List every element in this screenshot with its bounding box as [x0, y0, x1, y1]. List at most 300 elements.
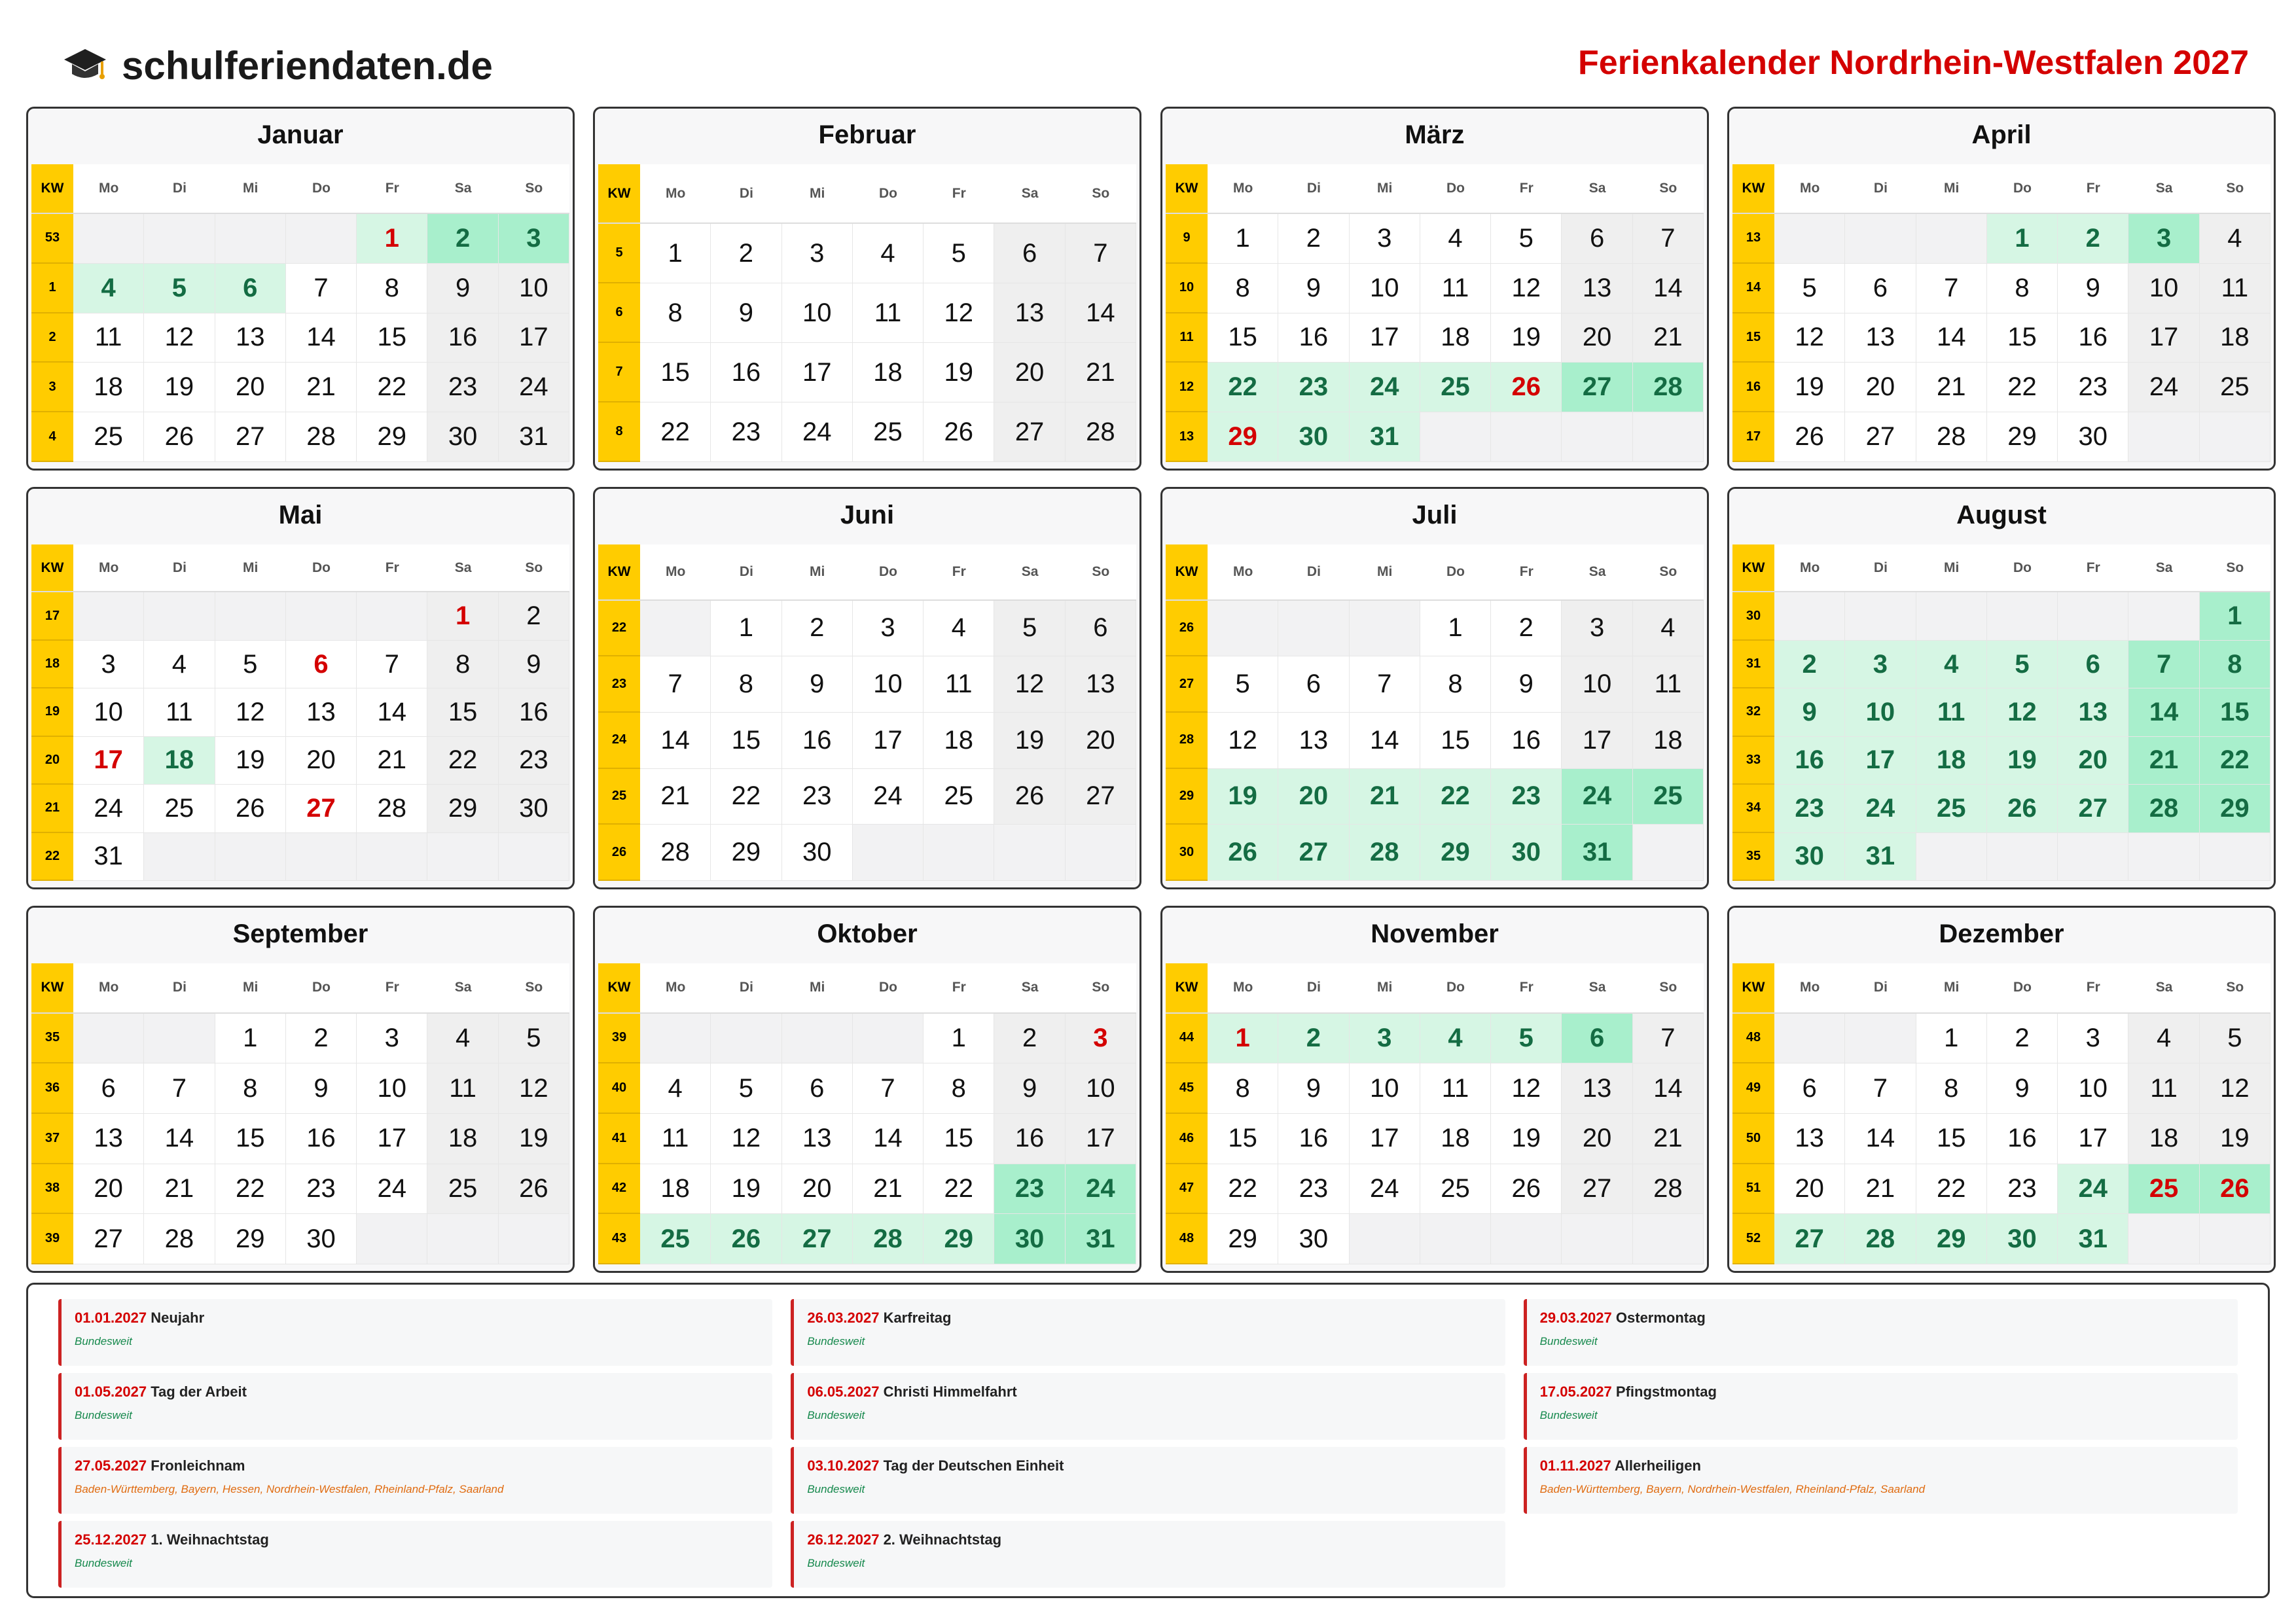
- day-cell[interactable]: 7: [357, 641, 427, 688]
- day-cell[interactable]: 31: [73, 833, 144, 881]
- day-cell[interactable]: 9: [1987, 1063, 2058, 1114]
- day-cell[interactable]: 14: [286, 313, 357, 363]
- day-cell[interactable]: 31: [1845, 833, 1916, 881]
- day-cell[interactable]: 14: [1916, 313, 1987, 363]
- day-cell[interactable]: 13: [1562, 1063, 1632, 1114]
- day-cell[interactable]: 26: [1491, 1164, 1562, 1215]
- day-cell[interactable]: 29: [357, 412, 427, 462]
- day-cell[interactable]: 11: [853, 283, 924, 343]
- day-cell[interactable]: 5: [1491, 1014, 1562, 1064]
- day-cell[interactable]: 22: [1420, 769, 1491, 825]
- day-cell[interactable]: 5: [2200, 1014, 2270, 1064]
- day-cell[interactable]: 12: [1208, 713, 1278, 769]
- day-cell[interactable]: 19: [711, 1164, 781, 1215]
- day-cell[interactable]: 31: [2058, 1214, 2128, 1264]
- day-cell[interactable]: 28: [640, 825, 711, 881]
- day-cell[interactable]: 20: [1562, 1114, 1632, 1164]
- day-cell[interactable]: 5: [711, 1063, 781, 1114]
- day-cell[interactable]: 3: [357, 1014, 427, 1064]
- day-cell[interactable]: 30: [499, 785, 569, 832]
- day-cell[interactable]: 3: [1350, 1014, 1420, 1064]
- day-cell[interactable]: 20: [1066, 713, 1136, 769]
- day-cell[interactable]: 9: [994, 1063, 1065, 1114]
- day-cell[interactable]: 30: [2058, 412, 2128, 462]
- day-cell[interactable]: 2: [1774, 641, 1845, 688]
- day-cell[interactable]: 1: [1916, 1014, 1987, 1064]
- site-logo[interactable]: [63, 43, 493, 88]
- day-cell[interactable]: 12: [994, 656, 1065, 713]
- day-cell[interactable]: 4: [1916, 641, 1987, 688]
- day-cell[interactable]: 15: [924, 1114, 994, 1164]
- day-cell[interactable]: 4: [853, 224, 924, 283]
- day-cell[interactable]: 2: [2058, 214, 2128, 264]
- day-cell[interactable]: 6: [782, 1063, 853, 1114]
- day-cell[interactable]: 10: [782, 283, 853, 343]
- day-cell[interactable]: 29: [215, 1214, 286, 1264]
- day-cell[interactable]: 22: [427, 737, 498, 785]
- day-cell[interactable]: 26: [1491, 363, 1562, 412]
- day-cell[interactable]: 7: [144, 1063, 215, 1114]
- day-cell[interactable]: 7: [640, 656, 711, 713]
- day-cell[interactable]: 29: [1208, 412, 1278, 462]
- day-cell[interactable]: 24: [1066, 1164, 1136, 1215]
- day-cell[interactable]: 16: [427, 313, 498, 363]
- day-cell[interactable]: 6: [286, 641, 357, 688]
- day-cell[interactable]: 26: [499, 1164, 569, 1215]
- day-cell[interactable]: 28: [144, 1214, 215, 1264]
- day-cell[interactable]: 4: [2128, 1014, 2199, 1064]
- day-cell[interactable]: 17: [1350, 1114, 1420, 1164]
- day-cell[interactable]: 1: [924, 1014, 994, 1064]
- day-cell[interactable]: 6: [994, 224, 1065, 283]
- day-cell[interactable]: 31: [1066, 1214, 1136, 1264]
- day-cell[interactable]: 5: [924, 224, 994, 283]
- day-cell[interactable]: 5: [215, 641, 286, 688]
- day-cell[interactable]: 16: [286, 1114, 357, 1164]
- day-cell[interactable]: 26: [144, 412, 215, 462]
- day-cell[interactable]: 7: [1916, 264, 1987, 313]
- day-cell[interactable]: 25: [924, 769, 994, 825]
- day-cell[interactable]: 25: [1633, 769, 1704, 825]
- day-cell[interactable]: 3: [2058, 1014, 2128, 1064]
- day-cell[interactable]: 15: [1208, 313, 1278, 363]
- day-cell[interactable]: 24: [499, 363, 569, 412]
- day-cell[interactable]: 30: [1278, 412, 1349, 462]
- day-cell[interactable]: 18: [2128, 1114, 2199, 1164]
- day-cell[interactable]: 28: [286, 412, 357, 462]
- day-cell[interactable]: 2: [711, 224, 781, 283]
- day-cell[interactable]: 11: [1420, 264, 1491, 313]
- day-cell[interactable]: 26: [994, 769, 1065, 825]
- day-cell[interactable]: 2: [499, 592, 569, 640]
- day-cell[interactable]: 19: [924, 343, 994, 402]
- day-cell[interactable]: 13: [1278, 713, 1349, 769]
- day-cell[interactable]: 6: [1278, 656, 1349, 713]
- day-cell[interactable]: 23: [1278, 1164, 1349, 1215]
- day-cell[interactable]: 28: [1633, 363, 1704, 412]
- day-cell[interactable]: 9: [1278, 264, 1349, 313]
- day-cell[interactable]: 9: [2058, 264, 2128, 313]
- day-cell[interactable]: 24: [782, 402, 853, 462]
- day-cell[interactable]: 11: [640, 1114, 711, 1164]
- day-cell[interactable]: 14: [2128, 688, 2199, 736]
- day-cell[interactable]: 11: [73, 313, 144, 363]
- day-cell[interactable]: 30: [1491, 825, 1562, 881]
- day-cell[interactable]: 14: [357, 688, 427, 736]
- day-cell[interactable]: 1: [1208, 214, 1278, 264]
- day-cell[interactable]: 11: [1633, 656, 1704, 713]
- day-cell[interactable]: 21: [853, 1164, 924, 1215]
- day-cell[interactable]: 6: [1774, 1063, 1845, 1114]
- day-cell[interactable]: 3: [1845, 641, 1916, 688]
- day-cell[interactable]: 30: [994, 1214, 1065, 1264]
- day-cell[interactable]: 12: [1774, 313, 1845, 363]
- day-cell[interactable]: 14: [1845, 1114, 1916, 1164]
- day-cell[interactable]: 16: [1774, 737, 1845, 785]
- day-cell[interactable]: 20: [73, 1164, 144, 1215]
- day-cell[interactable]: 11: [1420, 1063, 1491, 1114]
- day-cell[interactable]: 8: [711, 656, 781, 713]
- day-cell[interactable]: 8: [1420, 656, 1491, 713]
- day-cell[interactable]: 15: [1987, 313, 2058, 363]
- day-cell[interactable]: 8: [427, 641, 498, 688]
- day-cell[interactable]: 24: [1350, 1164, 1420, 1215]
- day-cell[interactable]: 5: [144, 264, 215, 313]
- day-cell[interactable]: 29: [2200, 785, 2270, 832]
- day-cell[interactable]: 8: [2200, 641, 2270, 688]
- day-cell[interactable]: 18: [924, 713, 994, 769]
- day-cell[interactable]: 25: [73, 412, 144, 462]
- day-cell[interactable]: 18: [2200, 313, 2270, 363]
- day-cell[interactable]: 6: [2058, 641, 2128, 688]
- day-cell[interactable]: 15: [357, 313, 427, 363]
- day-cell[interactable]: 25: [1420, 1164, 1491, 1215]
- day-cell[interactable]: 18: [853, 343, 924, 402]
- day-cell[interactable]: 31: [1350, 412, 1420, 462]
- day-cell[interactable]: 16: [782, 713, 853, 769]
- day-cell[interactable]: 26: [924, 402, 994, 462]
- day-cell[interactable]: 4: [1420, 214, 1491, 264]
- day-cell[interactable]: 19: [994, 713, 1065, 769]
- day-cell[interactable]: 26: [2200, 1164, 2270, 1215]
- day-cell[interactable]: 9: [1278, 1063, 1349, 1114]
- day-cell[interactable]: 29: [1420, 825, 1491, 881]
- day-cell[interactable]: 23: [286, 1164, 357, 1215]
- day-cell[interactable]: 31: [499, 412, 569, 462]
- day-cell[interactable]: 27: [1562, 363, 1632, 412]
- day-cell[interactable]: 21: [286, 363, 357, 412]
- day-cell[interactable]: 18: [640, 1164, 711, 1215]
- day-cell[interactable]: 22: [2200, 737, 2270, 785]
- day-cell[interactable]: 28: [1066, 402, 1136, 462]
- day-cell[interactable]: 19: [144, 363, 215, 412]
- day-cell[interactable]: 7: [1350, 656, 1420, 713]
- day-cell[interactable]: 13: [1066, 656, 1136, 713]
- day-cell[interactable]: 22: [215, 1164, 286, 1215]
- day-cell[interactable]: 10: [2058, 1063, 2128, 1114]
- day-cell[interactable]: 26: [1208, 825, 1278, 881]
- day-cell[interactable]: 22: [1208, 1164, 1278, 1215]
- day-cell[interactable]: 25: [427, 1164, 498, 1215]
- day-cell[interactable]: 21: [1633, 313, 1704, 363]
- day-cell[interactable]: 28: [1633, 1164, 1704, 1215]
- day-cell[interactable]: 9: [1774, 688, 1845, 736]
- day-cell[interactable]: 23: [499, 737, 569, 785]
- day-cell[interactable]: 23: [1774, 785, 1845, 832]
- day-cell[interactable]: 11: [2200, 264, 2270, 313]
- day-cell[interactable]: 8: [640, 283, 711, 343]
- day-cell[interactable]: 3: [782, 224, 853, 283]
- day-cell[interactable]: 7: [2128, 641, 2199, 688]
- day-cell[interactable]: 6: [1845, 264, 1916, 313]
- day-cell[interactable]: 21: [2128, 737, 2199, 785]
- day-cell[interactable]: 18: [1420, 313, 1491, 363]
- day-cell[interactable]: 12: [2200, 1063, 2270, 1114]
- day-cell[interactable]: 17: [499, 313, 569, 363]
- day-cell[interactable]: 5: [1491, 214, 1562, 264]
- day-cell[interactable]: 13: [782, 1114, 853, 1164]
- day-cell[interactable]: 15: [2200, 688, 2270, 736]
- day-cell[interactable]: 16: [2058, 313, 2128, 363]
- day-cell[interactable]: 4: [1633, 601, 1704, 657]
- day-cell[interactable]: 16: [711, 343, 781, 402]
- day-cell[interactable]: 17: [782, 343, 853, 402]
- day-cell[interactable]: 2: [286, 1014, 357, 1064]
- day-cell[interactable]: 9: [711, 283, 781, 343]
- day-cell[interactable]: 10: [499, 264, 569, 313]
- day-cell[interactable]: 19: [1774, 363, 1845, 412]
- day-cell[interactable]: 28: [1845, 1214, 1916, 1264]
- day-cell[interactable]: 5: [994, 601, 1065, 657]
- day-cell[interactable]: 25: [640, 1214, 711, 1264]
- day-cell[interactable]: 16: [499, 688, 569, 736]
- day-cell[interactable]: 22: [640, 402, 711, 462]
- day-cell[interactable]: 31: [1562, 825, 1632, 881]
- day-cell[interactable]: 28: [1916, 412, 1987, 462]
- day-cell[interactable]: 12: [1491, 1063, 1562, 1114]
- day-cell[interactable]: 4: [427, 1014, 498, 1064]
- day-cell[interactable]: 20: [782, 1164, 853, 1215]
- day-cell[interactable]: 7: [853, 1063, 924, 1114]
- day-cell[interactable]: 27: [286, 785, 357, 832]
- day-cell[interactable]: 20: [286, 737, 357, 785]
- day-cell[interactable]: 24: [853, 769, 924, 825]
- day-cell[interactable]: 11: [144, 688, 215, 736]
- day-cell[interactable]: 13: [1774, 1114, 1845, 1164]
- day-cell[interactable]: 29: [924, 1214, 994, 1264]
- day-cell[interactable]: 17: [1562, 713, 1632, 769]
- day-cell[interactable]: 19: [1491, 1114, 1562, 1164]
- day-cell[interactable]: 15: [215, 1114, 286, 1164]
- day-cell[interactable]: 12: [144, 313, 215, 363]
- day-cell[interactable]: 23: [1278, 363, 1349, 412]
- day-cell[interactable]: 25: [1420, 363, 1491, 412]
- day-cell[interactable]: 22: [357, 363, 427, 412]
- day-cell[interactable]: 20: [1562, 313, 1632, 363]
- day-cell[interactable]: 30: [1278, 1214, 1349, 1264]
- day-cell[interactable]: 25: [853, 402, 924, 462]
- day-cell[interactable]: 24: [73, 785, 144, 832]
- day-cell[interactable]: 17: [73, 737, 144, 785]
- day-cell[interactable]: 23: [1987, 1164, 2058, 1215]
- day-cell[interactable]: 4: [2200, 214, 2270, 264]
- day-cell[interactable]: 13: [73, 1114, 144, 1164]
- day-cell[interactable]: 10: [1562, 656, 1632, 713]
- day-cell[interactable]: 20: [1774, 1164, 1845, 1215]
- day-cell[interactable]: 4: [1420, 1014, 1491, 1064]
- day-cell[interactable]: 28: [853, 1214, 924, 1264]
- day-cell[interactable]: 26: [1987, 785, 2058, 832]
- day-cell[interactable]: 4: [640, 1063, 711, 1114]
- day-cell[interactable]: 27: [994, 402, 1065, 462]
- day-cell[interactable]: 21: [144, 1164, 215, 1215]
- day-cell[interactable]: 29: [711, 825, 781, 881]
- day-cell[interactable]: 11: [2128, 1063, 2199, 1114]
- day-cell[interactable]: 16: [994, 1114, 1065, 1164]
- day-cell[interactable]: 15: [1208, 1114, 1278, 1164]
- day-cell[interactable]: 7: [1066, 224, 1136, 283]
- day-cell[interactable]: 21: [357, 737, 427, 785]
- day-cell[interactable]: 13: [286, 688, 357, 736]
- day-cell[interactable]: 24: [2128, 363, 2199, 412]
- day-cell[interactable]: 29: [427, 785, 498, 832]
- day-cell[interactable]: 28: [1350, 825, 1420, 881]
- day-cell[interactable]: 20: [1278, 769, 1349, 825]
- day-cell[interactable]: 29: [1987, 412, 2058, 462]
- day-cell[interactable]: 14: [144, 1114, 215, 1164]
- day-cell[interactable]: 19: [215, 737, 286, 785]
- day-cell[interactable]: 6: [73, 1063, 144, 1114]
- day-cell[interactable]: 25: [1916, 785, 1987, 832]
- day-cell[interactable]: 7: [1633, 214, 1704, 264]
- day-cell[interactable]: 23: [427, 363, 498, 412]
- day-cell[interactable]: 1: [357, 214, 427, 264]
- day-cell[interactable]: 13: [1845, 313, 1916, 363]
- day-cell[interactable]: 30: [1987, 1214, 2058, 1264]
- day-cell[interactable]: 15: [1916, 1114, 1987, 1164]
- day-cell[interactable]: 10: [853, 656, 924, 713]
- day-cell[interactable]: 10: [1350, 1063, 1420, 1114]
- day-cell[interactable]: 13: [1562, 264, 1632, 313]
- day-cell[interactable]: 23: [1491, 769, 1562, 825]
- day-cell[interactable]: 6: [1066, 601, 1136, 657]
- day-cell[interactable]: 15: [1420, 713, 1491, 769]
- day-cell[interactable]: 17: [1066, 1114, 1136, 1164]
- day-cell[interactable]: 24: [2058, 1164, 2128, 1215]
- day-cell[interactable]: 10: [1066, 1063, 1136, 1114]
- day-cell[interactable]: 15: [640, 343, 711, 402]
- day-cell[interactable]: 5: [1774, 264, 1845, 313]
- day-cell[interactable]: 12: [499, 1063, 569, 1114]
- day-cell[interactable]: 17: [2058, 1114, 2128, 1164]
- day-cell[interactable]: 19: [2200, 1114, 2270, 1164]
- day-cell[interactable]: 16: [1278, 1114, 1349, 1164]
- day-cell[interactable]: 1: [2200, 592, 2270, 640]
- day-cell[interactable]: 30: [286, 1214, 357, 1264]
- day-cell[interactable]: 20: [215, 363, 286, 412]
- day-cell[interactable]: 9: [286, 1063, 357, 1114]
- day-cell[interactable]: 18: [1916, 737, 1987, 785]
- day-cell[interactable]: 25: [2128, 1164, 2199, 1215]
- day-cell[interactable]: 7: [286, 264, 357, 313]
- day-cell[interactable]: 11: [427, 1063, 498, 1114]
- day-cell[interactable]: 27: [73, 1214, 144, 1264]
- day-cell[interactable]: 18: [73, 363, 144, 412]
- day-cell[interactable]: 10: [357, 1063, 427, 1114]
- day-cell[interactable]: 2: [1987, 1014, 2058, 1064]
- day-cell[interactable]: 20: [994, 343, 1065, 402]
- day-cell[interactable]: 15: [427, 688, 498, 736]
- day-cell[interactable]: 8: [1987, 264, 2058, 313]
- day-cell[interactable]: 17: [1845, 737, 1916, 785]
- day-cell[interactable]: 9: [427, 264, 498, 313]
- day-cell[interactable]: 18: [427, 1114, 498, 1164]
- day-cell[interactable]: 13: [994, 283, 1065, 343]
- day-cell[interactable]: 12: [1491, 264, 1562, 313]
- day-cell[interactable]: 21: [1350, 769, 1420, 825]
- day-cell[interactable]: 28: [357, 785, 427, 832]
- day-cell[interactable]: 24: [1350, 363, 1420, 412]
- day-cell[interactable]: 13: [2058, 688, 2128, 736]
- day-cell[interactable]: 21: [1916, 363, 1987, 412]
- day-cell[interactable]: 29: [1916, 1214, 1987, 1264]
- day-cell[interactable]: 7: [1633, 1014, 1704, 1064]
- day-cell[interactable]: 2: [1491, 601, 1562, 657]
- day-cell[interactable]: 21: [1633, 1114, 1704, 1164]
- day-cell[interactable]: 10: [2128, 264, 2199, 313]
- day-cell[interactable]: 1: [427, 592, 498, 640]
- day-cell[interactable]: 1: [711, 601, 781, 657]
- day-cell[interactable]: 26: [711, 1214, 781, 1264]
- day-cell[interactable]: 12: [711, 1114, 781, 1164]
- day-cell[interactable]: 26: [215, 785, 286, 832]
- day-cell[interactable]: 9: [499, 641, 569, 688]
- day-cell[interactable]: 20: [2058, 737, 2128, 785]
- day-cell[interactable]: 18: [1633, 713, 1704, 769]
- day-cell[interactable]: 3: [1066, 1014, 1136, 1064]
- day-cell[interactable]: 30: [1774, 833, 1845, 881]
- day-cell[interactable]: 3: [2128, 214, 2199, 264]
- day-cell[interactable]: 24: [1562, 769, 1632, 825]
- day-cell[interactable]: 19: [499, 1114, 569, 1164]
- day-cell[interactable]: 9: [782, 656, 853, 713]
- day-cell[interactable]: 17: [853, 713, 924, 769]
- day-cell[interactable]: 21: [1066, 343, 1136, 402]
- day-cell[interactable]: 22: [1916, 1164, 1987, 1215]
- day-cell[interactable]: 23: [711, 402, 781, 462]
- day-cell[interactable]: 27: [1774, 1214, 1845, 1264]
- day-cell[interactable]: 17: [2128, 313, 2199, 363]
- day-cell[interactable]: 11: [1916, 688, 1987, 736]
- day-cell[interactable]: 19: [1208, 769, 1278, 825]
- day-cell[interactable]: 26: [1774, 412, 1845, 462]
- day-cell[interactable]: 2: [994, 1014, 1065, 1064]
- day-cell[interactable]: 6: [1562, 1014, 1632, 1064]
- day-cell[interactable]: 12: [924, 283, 994, 343]
- day-cell[interactable]: 8: [1208, 264, 1278, 313]
- day-cell[interactable]: 8: [357, 264, 427, 313]
- day-cell[interactable]: 2: [1278, 1014, 1349, 1064]
- day-cell[interactable]: 12: [215, 688, 286, 736]
- day-cell[interactable]: 5: [1208, 656, 1278, 713]
- day-cell[interactable]: 14: [853, 1114, 924, 1164]
- day-cell[interactable]: 18: [1420, 1114, 1491, 1164]
- day-cell[interactable]: 27: [2058, 785, 2128, 832]
- day-cell[interactable]: 8: [924, 1063, 994, 1114]
- day-cell[interactable]: 14: [640, 713, 711, 769]
- day-cell[interactable]: 21: [1845, 1164, 1916, 1215]
- day-cell[interactable]: 3: [73, 641, 144, 688]
